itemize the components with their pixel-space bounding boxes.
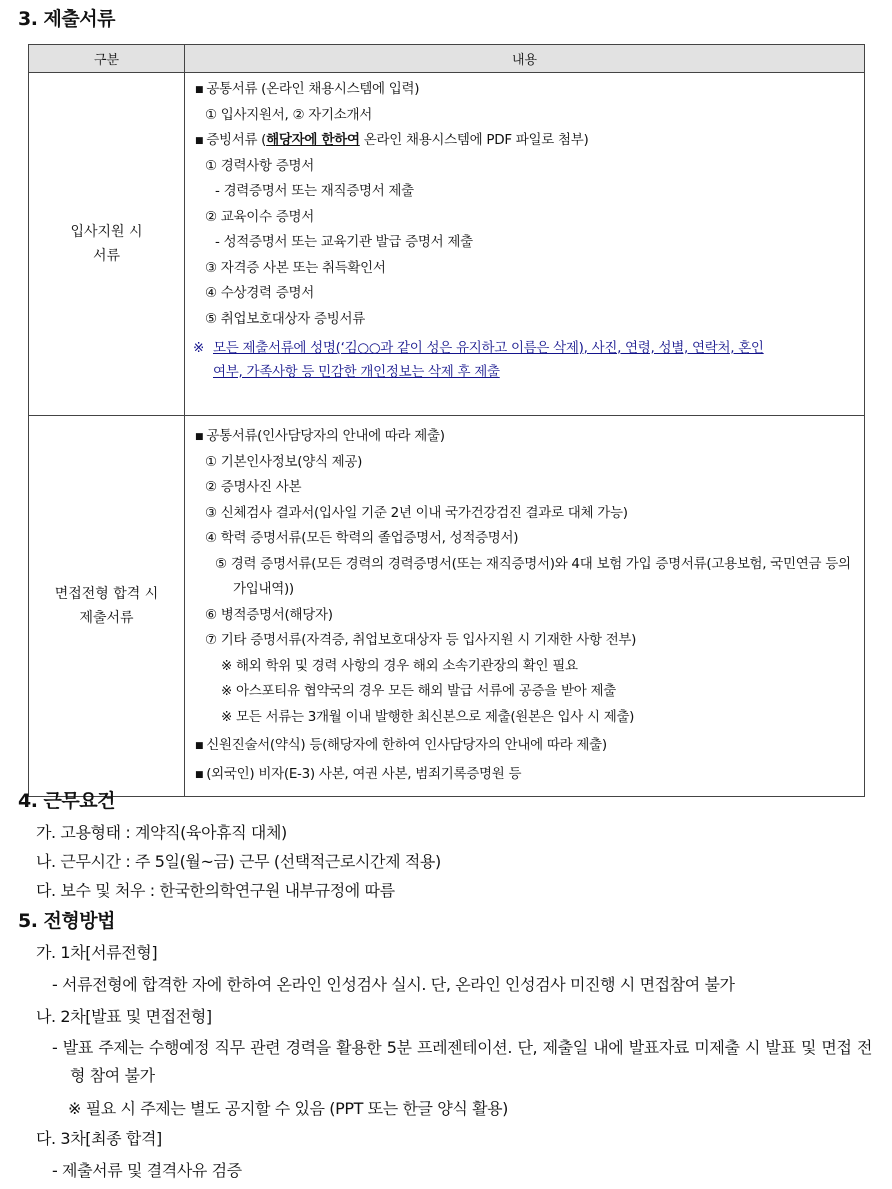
selection-stage-3: 다. 3차[최종 합격]: [36, 1129, 162, 1148]
work-pay: 다. 보수 및 처우 : 한국한의학연구원 내부규정에 따름: [36, 881, 395, 900]
text-span: 온라인 채용시스템에 PDF 파일로 첨부): [359, 132, 589, 148]
list-item: ■ 공통서류 (온라인 채용시스템에 입력): [193, 77, 856, 103]
list-item: - 경력증명서 또는 재직증명서 제출: [215, 183, 414, 199]
list-item: ■ (외국인) 비자(E-3) 사본, 여권 사본, 범죄기록증명원 등: [193, 762, 856, 788]
list-item: ⑤ 취업보호대상자 증빙서류: [205, 310, 365, 327]
selection-stage-1: 가. 1차[서류전형]: [36, 943, 158, 962]
emphasis-text: 해당자에 한하여: [266, 132, 360, 148]
selection-stage-2-note: ※ 필요 시 주제는 별도 공지할 수 있음 (PPT 또는 한글 양식 활용): [68, 1099, 509, 1118]
header-category: 구분: [29, 45, 185, 73]
list-item: [193, 128, 856, 154]
section-title-work: 4. 근무요건: [18, 790, 115, 812]
list-item: ③ 자격증 사본 또는 취득확인서: [205, 259, 386, 276]
list-item: ⑦ 기타 증명서류(자격증, 취업보호대상자 등 입사지원 시 기재한 사항 전부): [205, 632, 637, 648]
list-item: ④ 수상경력 증명서: [205, 285, 314, 301]
list-item: ④ 학력 증명서류(모든 학력의 졸업증명서, 성적증명서): [205, 530, 519, 546]
section-title-documents: 3. 제출서류: [18, 8, 115, 30]
privacy-note: [193, 336, 856, 384]
row-label-line: 면접전형 합격 시: [54, 586, 159, 602]
list-item: ※ 해외 학위 및 경력 사항의 경우 해외 소속기관장의 확인 필요: [221, 657, 578, 674]
documents-table: [28, 44, 865, 797]
list-item: ① 기본인사정보(양식 제공): [205, 453, 363, 470]
list-item: ※ 모든 서류는 3개월 이내 발행한 최신본으로 제출(원본은 입사 시 제출): [221, 708, 635, 725]
row-label-line: 서류: [92, 248, 121, 264]
note-text: 모든 제출서류에 성명(‘김○○과 같이 성은 유지하고 이름은 삭제), 사진, 연령, 성별, 연락처, 혼인: [213, 340, 764, 356]
table-row: [29, 416, 865, 797]
selection-stage-3-detail: - 제출서류 및 결격사유 검증: [52, 1161, 242, 1180]
row-label-line: 제출서류: [79, 610, 134, 626]
list-item: ② 증명사진 사본: [205, 479, 302, 495]
row-content-application: [185, 73, 865, 416]
list-item: ① 입사지원서, ② 자기소개서: [205, 106, 372, 123]
list-item: ③ 신체검사 결과서(입사일 기준 2년 이내 국가건강검진 결과로 대체 가능): [205, 504, 628, 521]
row-label-application: [29, 73, 185, 416]
list-item: - 성적증명서 또는 교육기관 발급 증명서 제출: [215, 234, 473, 250]
list-item: ※ 아스포티유 협약국의 경우 모든 해외 발급 서류에 공증을 받아 제출: [221, 683, 616, 699]
section-title-selection: 5. 전형방법: [18, 910, 115, 932]
list-item: ① 경력사항 증명서: [205, 157, 314, 174]
note-mark: ※: [193, 340, 205, 356]
text-span: 증빙서류 (: [206, 132, 267, 148]
row-label-line: 입사지원 시: [70, 224, 143, 240]
list-item: ■ 신원진술서(약식) 등(해당자에 한하여 인사담당자의 안내에 따라 제출): [193, 733, 856, 759]
selection-stage-2-detail: - 발표 주제는 수행예정 직무 관련 경력을 활용한 5분 프레젠테이션. 단, 제출일 내에 발표자료 미제출 시 발표 및 면접 전형 참여 불가: [52, 1038, 872, 1085]
note-line: [193, 336, 856, 360]
note-line: 여부, 가족사항 등 민감한 개인정보는 삭제 후 제출: [213, 364, 500, 380]
row-label-interview: [29, 416, 185, 797]
table-header-row: [29, 45, 865, 73]
list-item: ■ 공통서류(인사담당자의 안내에 따라 제출): [193, 424, 856, 450]
selection-stage-1-detail: - 서류전형에 합격한 자에 한하여 온라인 인성검사 실시. 단, 온라인 인성검사 미진행 시 면접참여 불가: [52, 975, 735, 994]
row-content-interview: [185, 416, 865, 797]
header-content: 내용: [185, 45, 865, 73]
selection-stage-2: 나. 2차[발표 및 면접전형]: [36, 1007, 212, 1026]
list-item: ⑤ 경력 증명서류(모든 경력의 경력증명서(또는 재직증명서)와 4대 보험 가입 증명서류(고용보험, 국민연금 등의 가입내역)): [215, 555, 851, 597]
work-type: 가. 고용형태 : 계약직(육아휴직 대체): [36, 823, 287, 842]
list-item: ② 교육이수 증명서: [205, 208, 314, 225]
list-item: ⑥ 병적증명서(해당자): [205, 606, 333, 623]
table-row: [29, 73, 865, 416]
work-hours: 나. 근무시간 : 주 5일(월~금) 근무 (선택적근로시간제 적용): [36, 852, 441, 871]
